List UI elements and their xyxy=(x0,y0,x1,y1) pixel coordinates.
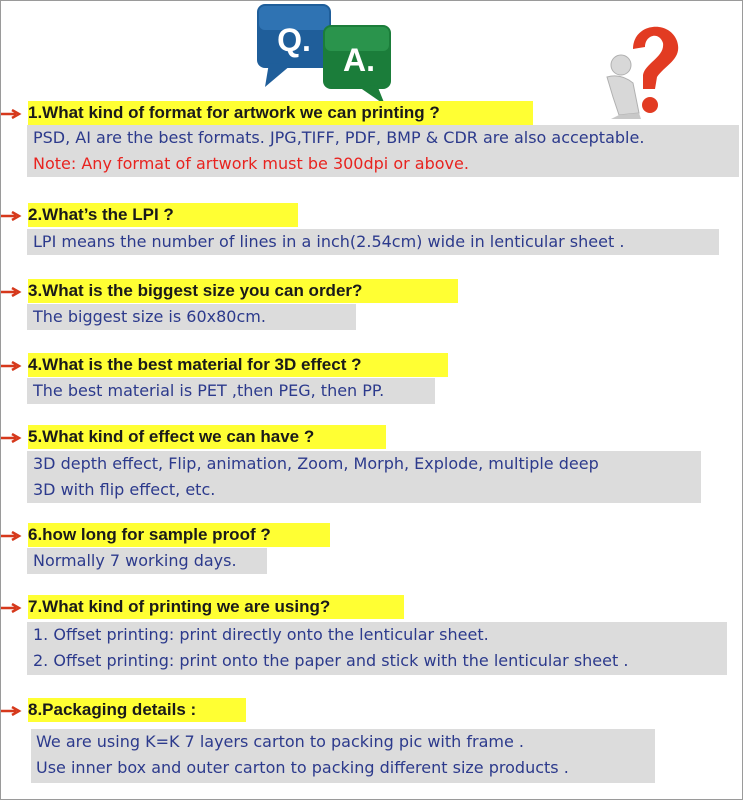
red-arrow-icon xyxy=(1,109,23,119)
answer-6 xyxy=(27,548,267,574)
question-8 xyxy=(28,698,246,722)
red-arrow-icon xyxy=(1,211,23,221)
answer-7 xyxy=(27,622,727,675)
answer-4 xyxy=(27,378,435,404)
question-2 xyxy=(28,203,298,227)
answer-5-line-2: 3D with flip effect, etc. xyxy=(33,480,216,499)
question-5 xyxy=(28,425,386,449)
answer-1-note: Note: Any format of artwork must be 300dpi or above. xyxy=(33,154,469,173)
answer-8-line-2: Use inner box and outer carton to packing different size products . xyxy=(36,758,569,777)
question-8-text: 8.Packaging details : xyxy=(28,700,197,719)
answer-1-line-1: PSD, AI are the best formats. JPG,TIFF, PDF, BMP & CDR are also acceptable. xyxy=(33,128,645,147)
answer-1 xyxy=(27,125,739,177)
answer-7-line-2: 2. Offset printing: print onto the paper and stick with the lenticular sheet . xyxy=(33,651,629,670)
a-letter: A. xyxy=(343,42,375,78)
question-3-text: 3.What is the biggest size you can order? xyxy=(28,281,363,300)
answer-4-line-1: The best material is PET ,then PEG, then PP. xyxy=(33,381,385,400)
q-letter: Q. xyxy=(277,22,311,58)
answer-5 xyxy=(27,451,701,503)
question-2-text: 2.What’s the LPI ? xyxy=(28,205,174,224)
red-arrow-icon xyxy=(1,287,23,297)
answer-3-line-1: The biggest size is 60x80cm. xyxy=(33,307,266,326)
answer-7-line-1: 1. Offset printing: print directly onto the lenticular sheet. xyxy=(33,625,489,644)
red-arrow-icon xyxy=(1,433,23,443)
a-speech-bubble-icon xyxy=(323,25,391,105)
answer-8 xyxy=(31,729,655,783)
question-3 xyxy=(28,279,458,303)
question-6 xyxy=(28,523,330,547)
question-6-text: 6.how long for sample proof ? xyxy=(28,525,271,544)
thinking-person-question-mark-icon xyxy=(607,27,678,119)
question-7-text: 7.What kind of printing we are using? xyxy=(28,597,331,616)
answer-5-line-1: 3D depth effect, Flip, animation, Zoom, Morph, Explode, multiple deep xyxy=(33,454,599,473)
answer-6-line-1: Normally 7 working days. xyxy=(33,551,237,570)
red-arrow-icon xyxy=(1,361,23,371)
question-1 xyxy=(28,101,533,125)
answer-2 xyxy=(27,229,719,255)
red-arrow-icon xyxy=(1,603,23,613)
q-speech-bubble-icon xyxy=(257,4,331,87)
answer-3 xyxy=(27,304,356,330)
red-arrow-icon xyxy=(1,706,23,716)
red-arrow-icon xyxy=(1,531,23,541)
question-4-text: 4.What is the best material for 3D effect ? xyxy=(28,355,362,374)
question-5-text: 5.What kind of effect we can have ? xyxy=(28,427,315,446)
question-1-text: 1.What kind of format for artwork we can printing ? xyxy=(28,103,440,122)
answer-2-line-1: LPI means the number of lines in a inch(2.54cm) wide in lenticular sheet . xyxy=(33,232,625,251)
answer-8-line-1: We are using K=K 7 layers carton to packing pic with frame . xyxy=(36,732,524,751)
question-7 xyxy=(28,595,404,619)
question-4 xyxy=(28,353,448,377)
